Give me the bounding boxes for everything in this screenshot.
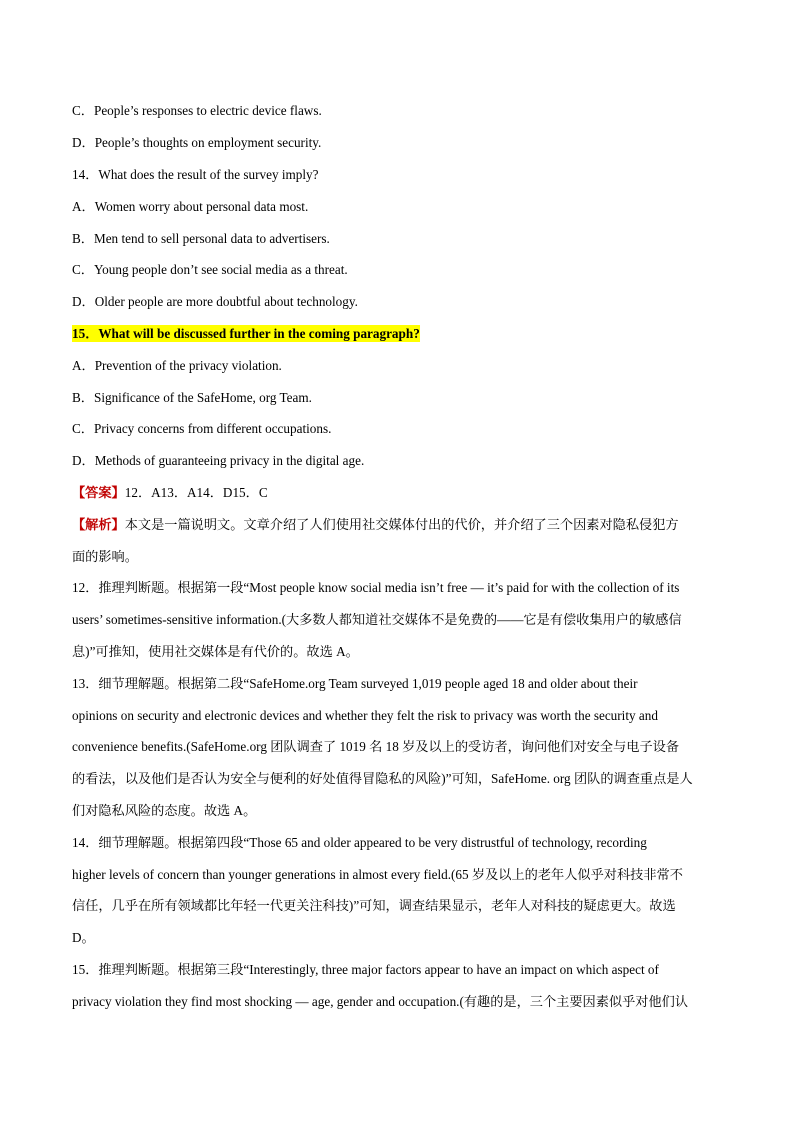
q14-analysis-line-3: 信任，几乎在所有领域都比年轻一代更关注科技)”可知，调查结果显示，老年人对科技的疑虑更大。故选 [72,898,676,913]
analysis-intro-line-2: 面的影响。 [72,549,138,564]
q13-analysis-line-3: convenience benefits.(SafeHome.org 团队调查了 1019 名 18 岁及以上的受访者，询问他们对安全与电子设备 [72,739,680,754]
q13-analysis-line-2: opinions on security and electronic devices and whether they felt the risk to privacy was worth the security and [72,708,658,723]
analysis-label: 【解析】 [72,517,125,532]
answer-text: 12．A13．A14．D15．C [124,485,268,500]
q15-option-c: C．Privacy concerns from different occupations. [72,421,332,436]
q15-analysis-line-2: privacy violation they find most shocking — age, gender and occupation.(有趣的是，三个主要因素似乎对他们认 [72,994,689,1009]
q14-question: 14．What does the result of the survey imply? [72,167,319,182]
q13-analysis-line-4: 的看法，以及他们是否认为安全与便利的好处值得冒隐私的风险)”可知，SafeHome. org 团队的调查重点是人 [72,771,693,786]
q13-analysis-line-1: 13．细节理解题。根据第二段“SafeHome.org Team surveyed 1,019 people aged 18 and older about their [72,676,638,691]
answer-label: 【答案】 [72,485,125,500]
q12-analysis-line-1: 12．推理判断题。根据第一段“Most people know social media isn’t free — it’s paid for with the collection of its [72,580,680,595]
q15-analysis-line-1: 15．推理判断题。根据第三段“Interestingly, three major factors appear to have an impact on which aspect of [72,962,659,977]
q14-analysis-line-1: 14．细节理解题。根据第四段“Those 65 and older appeared to be very distrustful of technology, recording [72,835,647,850]
q15-question: 15．What will be discussed further in the coming paragraph? [72,326,420,341]
analysis-intro-text-1: 本文是一篇说明文。文章介绍了人们使用社交媒体付出的代价，并介绍了三个因素对隐私侵犯方 [124,517,679,532]
q15-option-d: D．Methods of guaranteeing privacy in the digital age. [72,453,365,468]
q15-option-b: B．Significance of the SafeHome, org Team. [72,390,312,405]
q14-analysis-line-2: higher levels of concern than younger generations in almost every field.(65 岁及以上的老年人似乎对科技非常不 [72,867,683,882]
analysis-intro-line-1 [72,516,732,534]
q15-question-line [72,325,732,343]
q14-option-b: B．Men tend to sell personal data to advertisers. [72,231,330,246]
q13-option-d: D．People’s thoughts on employment security. [72,135,322,150]
q15-option-a: A．Prevention of the privacy violation. [72,358,282,373]
q14-analysis-line-4: D。 [72,930,95,945]
q14-option-d: D．Older people are more doubtful about technology. [72,294,358,309]
q12-analysis-line-2: users’ sometimes-sensitive information.(大多数人都知道社交媒体不是免费的——它是有偿收集用户的敏感信 [72,612,682,627]
q13-option-c: C．People’s responses to electric device flaws. [72,103,322,118]
q14-option-c: C．Young people don’t see social media as a threat. [72,262,348,277]
q14-option-a: A．Women worry about personal data most. [72,199,309,214]
q12-analysis-line-3: 息)”可推知，使用社交媒体是有代价的。故选 A。 [72,644,359,659]
answer-line [72,484,732,502]
q13-analysis-line-5: 们对隐私风险的态度。故选 A。 [72,803,257,818]
